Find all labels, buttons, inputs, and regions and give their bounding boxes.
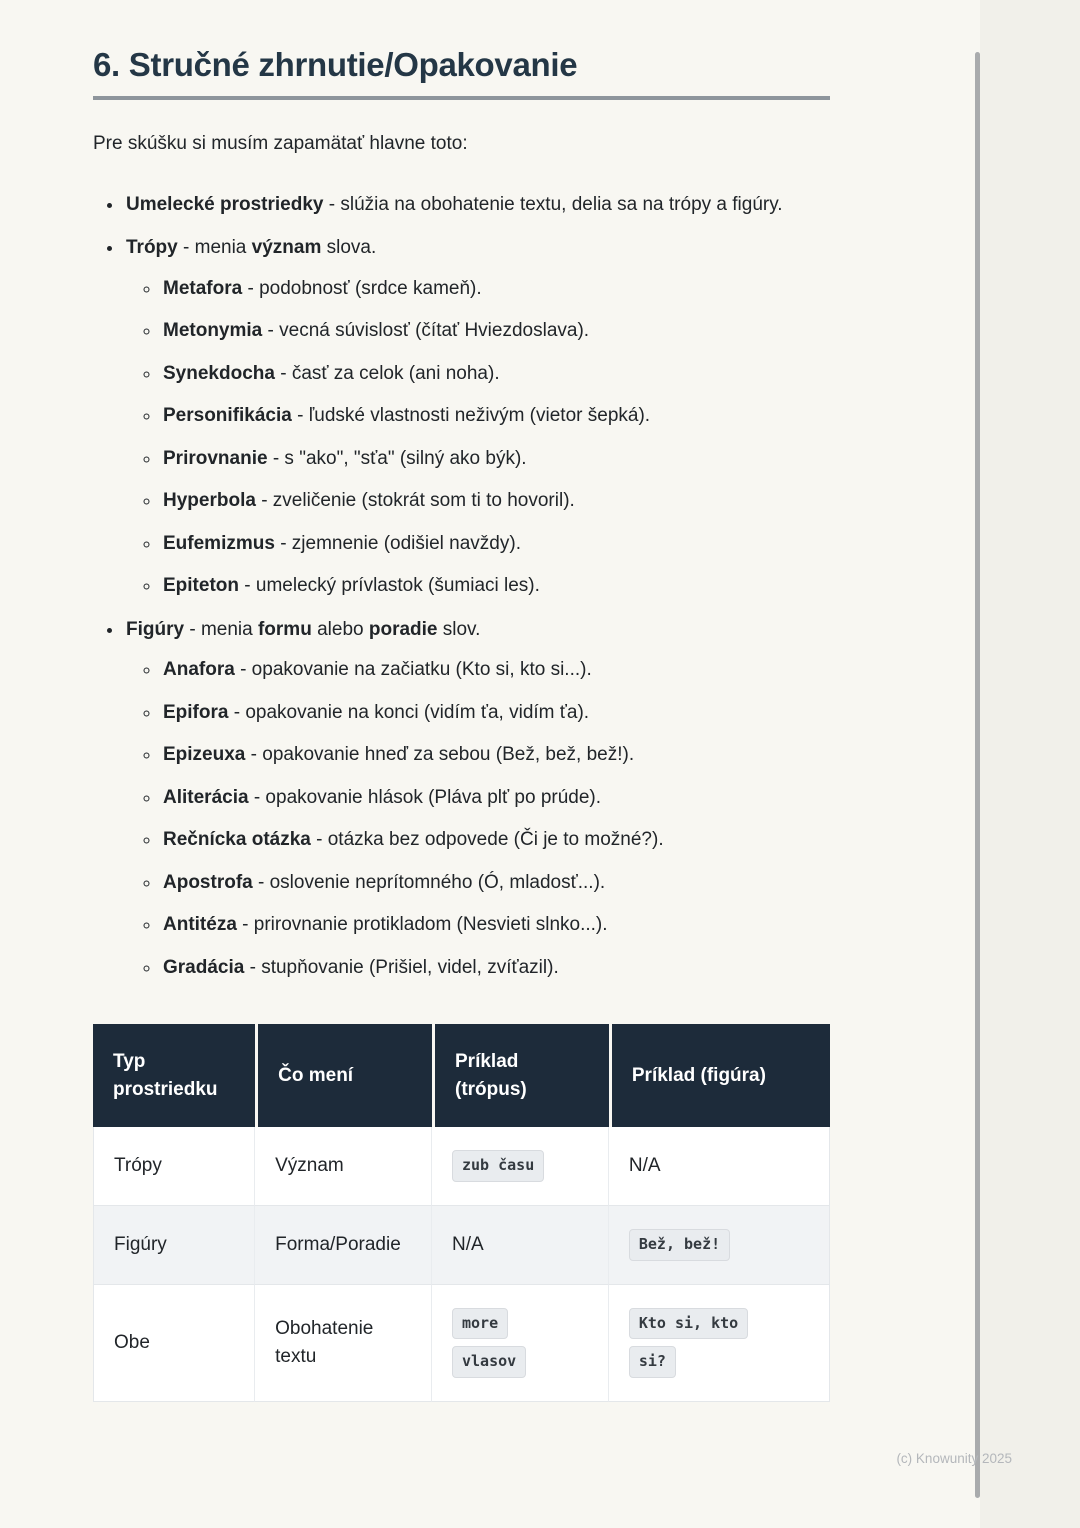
text-segment-bold: formu <box>257 618 312 640</box>
list-item <box>161 954 830 983</box>
term: Epifora <box>163 701 229 723</box>
text-segment-bold: poradie <box>368 618 438 640</box>
list-item <box>161 911 830 940</box>
figury-sublist <box>126 656 830 982</box>
code-chip: si? <box>629 1346 676 1378</box>
bullet-tropy <box>124 234 830 601</box>
table-header-row <box>93 1024 830 1127</box>
table-row <box>93 1127 830 1206</box>
list-item <box>161 699 830 728</box>
list-item <box>161 487 830 516</box>
table-cell <box>609 1206 830 1285</box>
tropy-sublist <box>126 275 830 601</box>
table-row <box>93 1206 830 1285</box>
list-item <box>161 656 830 685</box>
intro-paragraph: Pre skúšku si musím zapamätať hlavne toto: <box>93 133 468 154</box>
code-chip: Kto si, kto <box>629 1308 748 1340</box>
table-cell <box>609 1285 830 1403</box>
term: Trópy <box>126 237 178 258</box>
scrollbar-track[interactable] <box>980 0 1080 1528</box>
bullet-figury <box>124 616 830 983</box>
document-page <box>93 46 830 1402</box>
term: Epizeuxa <box>163 744 246 765</box>
text-segment: - menia <box>184 618 258 640</box>
summary-table <box>93 1024 830 1402</box>
term: Aliterácia <box>163 786 249 808</box>
text-segment: - opakovanie hlások (Pláva plť po prúde). <box>248 786 602 808</box>
list-item <box>161 784 830 813</box>
code-chip: vlasov <box>452 1346 526 1378</box>
list-item <box>161 572 830 601</box>
term: Hyperbola <box>163 490 256 511</box>
text-segment: alebo <box>311 618 369 640</box>
text-segment: - umelecký prívlastok (šumiaci les). <box>239 575 540 596</box>
term: Synekdocha <box>163 362 275 384</box>
code-chip-line <box>452 1308 588 1340</box>
term: Rečnícka otázka <box>163 829 311 850</box>
list-item <box>161 741 830 770</box>
main-list <box>93 191 830 983</box>
text-segment: - vecná súvislosť (čítať Hviezdoslava). <box>262 320 590 341</box>
text-segment: - opakovanie na konci (vidím ťa, vidím ťa). <box>228 701 590 723</box>
text-segment: - oslovenie neprítomného (Ó, mladosť...). <box>252 871 606 893</box>
text-segment: slov. <box>437 618 481 640</box>
list-item <box>161 826 830 855</box>
text-segment: - s "ako", "sťa" (silný ako býk). <box>267 447 527 469</box>
table-body <box>93 1127 830 1402</box>
table-header-cell: Príklad (figúra) <box>609 1024 830 1127</box>
table-cell: Forma/Poradie <box>255 1206 432 1285</box>
footer-credit: (c) Knowunity 2025 <box>896 1451 1012 1466</box>
text-segment: - stupňovanie (Prišiel, videl, zvíťazil). <box>244 956 559 978</box>
list-item <box>161 317 830 346</box>
list-item <box>161 402 830 431</box>
text-segment: - ľudské vlastnosti neživým (vietor šepká). <box>291 405 651 426</box>
term: Anafora <box>163 659 235 680</box>
table-head <box>93 1024 830 1127</box>
text-segment: - menia <box>177 237 252 258</box>
text-segment: - otázka bez odpovede (Či je to možné?). <box>310 829 664 850</box>
list-item <box>161 445 830 474</box>
text-segment: - časť za celok (ani noha). <box>274 362 500 384</box>
text-segment-bold: význam <box>251 237 322 258</box>
text-segment: - opakovanie hneď za sebou (Bež, bež, bež!). <box>245 744 635 765</box>
code-chip-line <box>629 1346 809 1378</box>
term: Umelecké prostriedky <box>126 193 324 215</box>
text-segment: - zjemnenie (odišiel navždy). <box>274 532 521 554</box>
bullet-umelecke-prostriedky <box>124 191 830 220</box>
table-cell: Význam <box>255 1127 432 1206</box>
code-chip: Bež, bež! <box>629 1229 730 1261</box>
code-chip: more <box>452 1308 508 1340</box>
table-header-cell: Typ prostriedku <box>93 1024 255 1127</box>
text-segment: - zveličenie (stokrát som ti to hovoril). <box>255 490 575 511</box>
term: Metafora <box>163 277 243 299</box>
term: Apostrofa <box>163 871 253 893</box>
list-item <box>161 360 830 389</box>
table-cell: Obe <box>93 1285 255 1403</box>
table-cell: Obohatenie textu <box>255 1285 432 1403</box>
term: Antitéza <box>163 914 237 935</box>
term: Gradácia <box>163 956 245 978</box>
table-cell: N/A <box>432 1206 609 1285</box>
page-title: 6. Stručné zhrnutie/Opakovanie <box>93 46 578 83</box>
text-segment: slova. <box>321 237 377 258</box>
table-cell: Trópy <box>93 1127 255 1206</box>
table-header-cell: Príklad (trópus) <box>432 1024 609 1127</box>
term: Epiteton <box>163 575 239 596</box>
code-chip-line <box>452 1346 588 1378</box>
text-segment: - podobnosť (srdce kameň). <box>242 277 482 299</box>
term: Figúry <box>126 618 185 640</box>
list-item <box>161 530 830 559</box>
term: Eufemizmus <box>163 532 275 554</box>
text-segment: - prirovnanie protikladom (Nesvieti slnko...). <box>236 914 608 935</box>
text-segment: - opakovanie na začiatku (Kto si, kto si...). <box>234 659 592 680</box>
title-divider <box>93 96 830 100</box>
list-item <box>161 275 830 304</box>
table-cell <box>432 1285 609 1403</box>
table-cell: N/A <box>609 1127 830 1206</box>
text-segment: - slúžia na obohatenie textu, delia sa na trópy a figúry. <box>323 193 783 215</box>
list-item <box>161 869 830 898</box>
table-header-cell: Čo mení <box>255 1024 432 1127</box>
code-chip: zub času <box>452 1150 544 1182</box>
scrollbar-thumb[interactable] <box>975 52 980 1498</box>
term: Metonymia <box>163 320 263 341</box>
table-cell <box>432 1127 609 1206</box>
term: Personifikácia <box>163 405 292 426</box>
table-row <box>93 1285 830 1403</box>
table-cell: Figúry <box>93 1206 255 1285</box>
code-chip-line <box>629 1308 809 1340</box>
term: Prirovnanie <box>163 447 268 469</box>
